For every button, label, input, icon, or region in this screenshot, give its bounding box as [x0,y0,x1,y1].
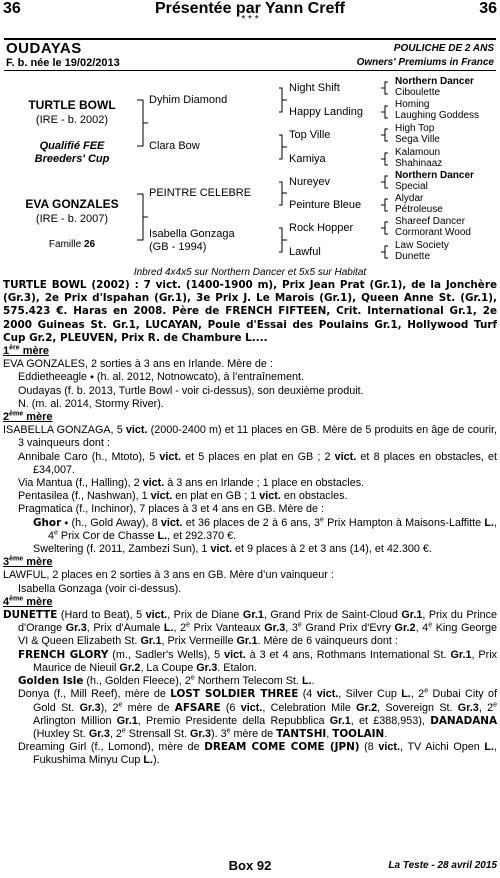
gen4-15: Law Society [395,240,449,251]
page-footer [0,858,500,876]
gen4-16: Dunette [395,251,431,262]
produce-item: Dreaming Girl (f., Lomond), mère de DREAM COME COME (JPN) (8 vict., TV Aichi Open L., Fukushima Minyu Cup L.). [18,741,497,767]
gen3-6: Peinture Bleue [289,199,362,211]
dam-dam: Isabella Gonzaga [149,228,235,240]
produce-item: Pentasilea (f., Nashwan), 1 vict. en plat en GB ; 1 vict. en obstacles. [18,490,348,503]
sire-sire: Dyhim Diamond [149,94,228,106]
pedigree-table [0,72,500,278]
gen4-10: Special [395,181,428,192]
dam-family: Famille 26 [48,239,96,250]
sire-paragraph: TURTLE BOWL (2002) : 7 vict. (1400-1900 m), Prix Jean Prat (Gr.1), de la Jonchère (Gr.3), 2e Prix d'Ispahan (Gr.1), 3e Prix J. Le Marois (Gr.1), Queen Anne St. (Gr.1), 575.423 €. Haras en 2008. Père de FRENCH FIFTEEN, Crit. International Gr.1, 2e 2000 Guineas St. Gr.1, LUCAYAN, Poule d'Essai des Poulains Gr.1, Hollywood Turf Cup Gr.2, PLEUVEN, Prix R. de Chambure L.... [3,279,497,344]
produce-item: Sweltering (f. 2011, Zambezi Sun), 1 vict. et 9 places à 2 et 3 ans (14), et 42.300 €. [33,543,432,556]
gen4-6: Sega Ville [395,134,440,145]
sire-note-2: Breeders' Cup [34,153,110,165]
sire-dam: Clara Bow [149,140,200,152]
second-dam-heading: 2ème mère [3,410,53,424]
produce-item: Oudayas (f. b. 2013, Turtle Bowl - voir ci-dessus), son deuxième produit. [18,384,364,397]
gen4-7: Kalamoun [395,147,441,158]
produce-item: Eddietheeagle ⬩ (h. al. 2012, Notnowcato), à l’entraînement. [18,371,304,384]
gen4-13: Shareef Dancer [395,216,466,227]
gen4-12: Pétroleuse [395,204,443,215]
gen4-4: Laughing Goddess [395,110,479,121]
gen4-14: Cormorant Wood [395,227,471,238]
gen3-8: Lawful [289,246,321,258]
gen4-2: Ciboulette [395,87,441,98]
gen4-8: Shahinaaz [395,158,443,169]
header-stars: * * * [241,14,259,25]
gen3-7: Rock Hopper [289,222,354,234]
box-number: Box 92 [228,858,272,873]
dam-sire: PEINTRE CELEBRE [149,187,252,199]
gen3-5: Nureyev [289,176,330,188]
produce-item: Annibale Caro (h., Mtoto), 5 vict. et 5 places en plat en GB ; 2 vict. et 8 places en obstacles, et £34,007. [18,450,497,476]
gen3-2: Happy Landing [289,106,364,118]
horse-name: OUDAYAS [6,40,82,57]
second-dam-line: ISABELLA GONZAGA, 5 vict. (2000-2400 m) et 11 places en GB. Mère de 5 produits en âge de courir, 3 vainqueurs dont : [3,424,497,450]
produce-item: FRENCH GLORY (m., Sadler's Wells), 5 vict. à 3 et 4 ans, Rothmans International St. Gr.1, Prix Maurice de Nieuil Gr.2, La Coupe Gr.3. Etalon. [18,648,498,674]
first-dam-line: EVA GONZALES, 2 sorties à 3 ans en Irlande. Mère de : [3,358,273,371]
fourth-dam-heading: 4ème mère [3,595,53,608]
horse-sex-age: POULICHE DE 2 ANS [393,43,494,54]
produce-item: Isabella Gonzaga (voir ci-dessus). [18,582,182,595]
sire-origin: (IRE - b. 2002) [35,114,109,126]
inbreeding-note: Inbred 4x4x5 sur Northern Dancer et 5x5 sur Habitat [133,267,367,278]
gen4-11: Alydar [395,193,424,204]
gen3-3: Top Ville [289,129,331,141]
produce-item: Ghor ⬩ (h., Gold Away), 8 vict. et 36 places de 2 à 6 ans, 3e Prix Hampton à Maisons-Laffitte L., 4e Prix Cor de Chasse L., et 292.370 €. [33,516,497,542]
page-header [0,0,500,24]
lot-number-left: 36 [3,0,21,17]
gen4-5: High Top [395,123,435,134]
fourth-dam-line: DUNETTE (Hard to Beat), 5 vict., Prix de Diane Gr.1, Grand Prix de Saint-Cloud Gr.1, Prix du Prince d'Orange Gr.3, Prix d'Aumale L., 2e Prix Vanteaux Gr.3, 3e Grand Prix d'Evry Gr.2, 4e King George VI & Queen Elizabeth St. Gr.1, Prix Vermeille Gr.1. Mère de 6 vainqueurs dont : [3,609,498,648]
dam-dam-origin: (GB - 1994) [149,241,207,253]
gen3-1: Night Shift [289,82,340,94]
third-dam-line: LAWFUL, 2 places en 2 sorties à 3 ans en GB. Mère d’un vainqueur : [3,569,334,582]
third-dam-heading: 3ème mère [3,555,53,569]
produce-item: N. (m. al. 2014, Stormy River). [18,397,164,410]
dam-origin: (IRE - b. 2007) [35,213,109,225]
sale-place-date: La Teste - 28 avril 2015 [388,860,497,871]
gen4-1: Northern Dancer [395,76,474,87]
sire-note-1: Qualifié FEE [39,140,105,152]
produce-item: Pragmatica (f., Inchinor), 7 places à 3 et 4 ans en GB. Mère de : [18,503,325,516]
dam-name: EVA GONZALES [25,197,119,211]
produce-item: Golden Isle (h., Golden Fleece), 2e Northern Telecom St. L.. [18,674,315,688]
lot-number-right: 36 [479,0,497,17]
horse-title-box [4,38,496,71]
produce-record [3,279,497,768]
horse-birth: F. b. née le 19/02/2013 [6,57,120,69]
produce-item: Via Mantua (f., Halling), 2 vict. à 3 ans en Irlande ; 1 place en obstacles. [18,477,365,490]
first-dam-heading: 1ère mère [3,344,49,358]
gen4-3: Homing [395,99,430,110]
gen4-9: Northern Dancer [395,170,474,181]
sire-name: TURTLE BOWL [28,98,116,112]
consignor-title: Présentée par Yann Creff [154,0,345,17]
owner-premiums: Owners' Premiums in France [356,57,494,68]
gen3-4: Kamiya [289,153,326,165]
produce-item: Donya (f., Mill Reef), mère de LOST SOLDIER THREE (4 vict., Silver Cup L., 2e Dubai City of Gold St. Gr.3), 2e mère de AFSARE (6 vict., Celebration Mile Gr.2, Sovereign St. Gr.3, 2e Arlington Million Gr.1, Premio Presidente della Repubblica Gr.1, et £388,953), DANADANA (Huxley St. Gr.3, 2e Strensall St. Gr.3). 3e mère de TANTSHI, TOOLAIN. [18,687,497,740]
